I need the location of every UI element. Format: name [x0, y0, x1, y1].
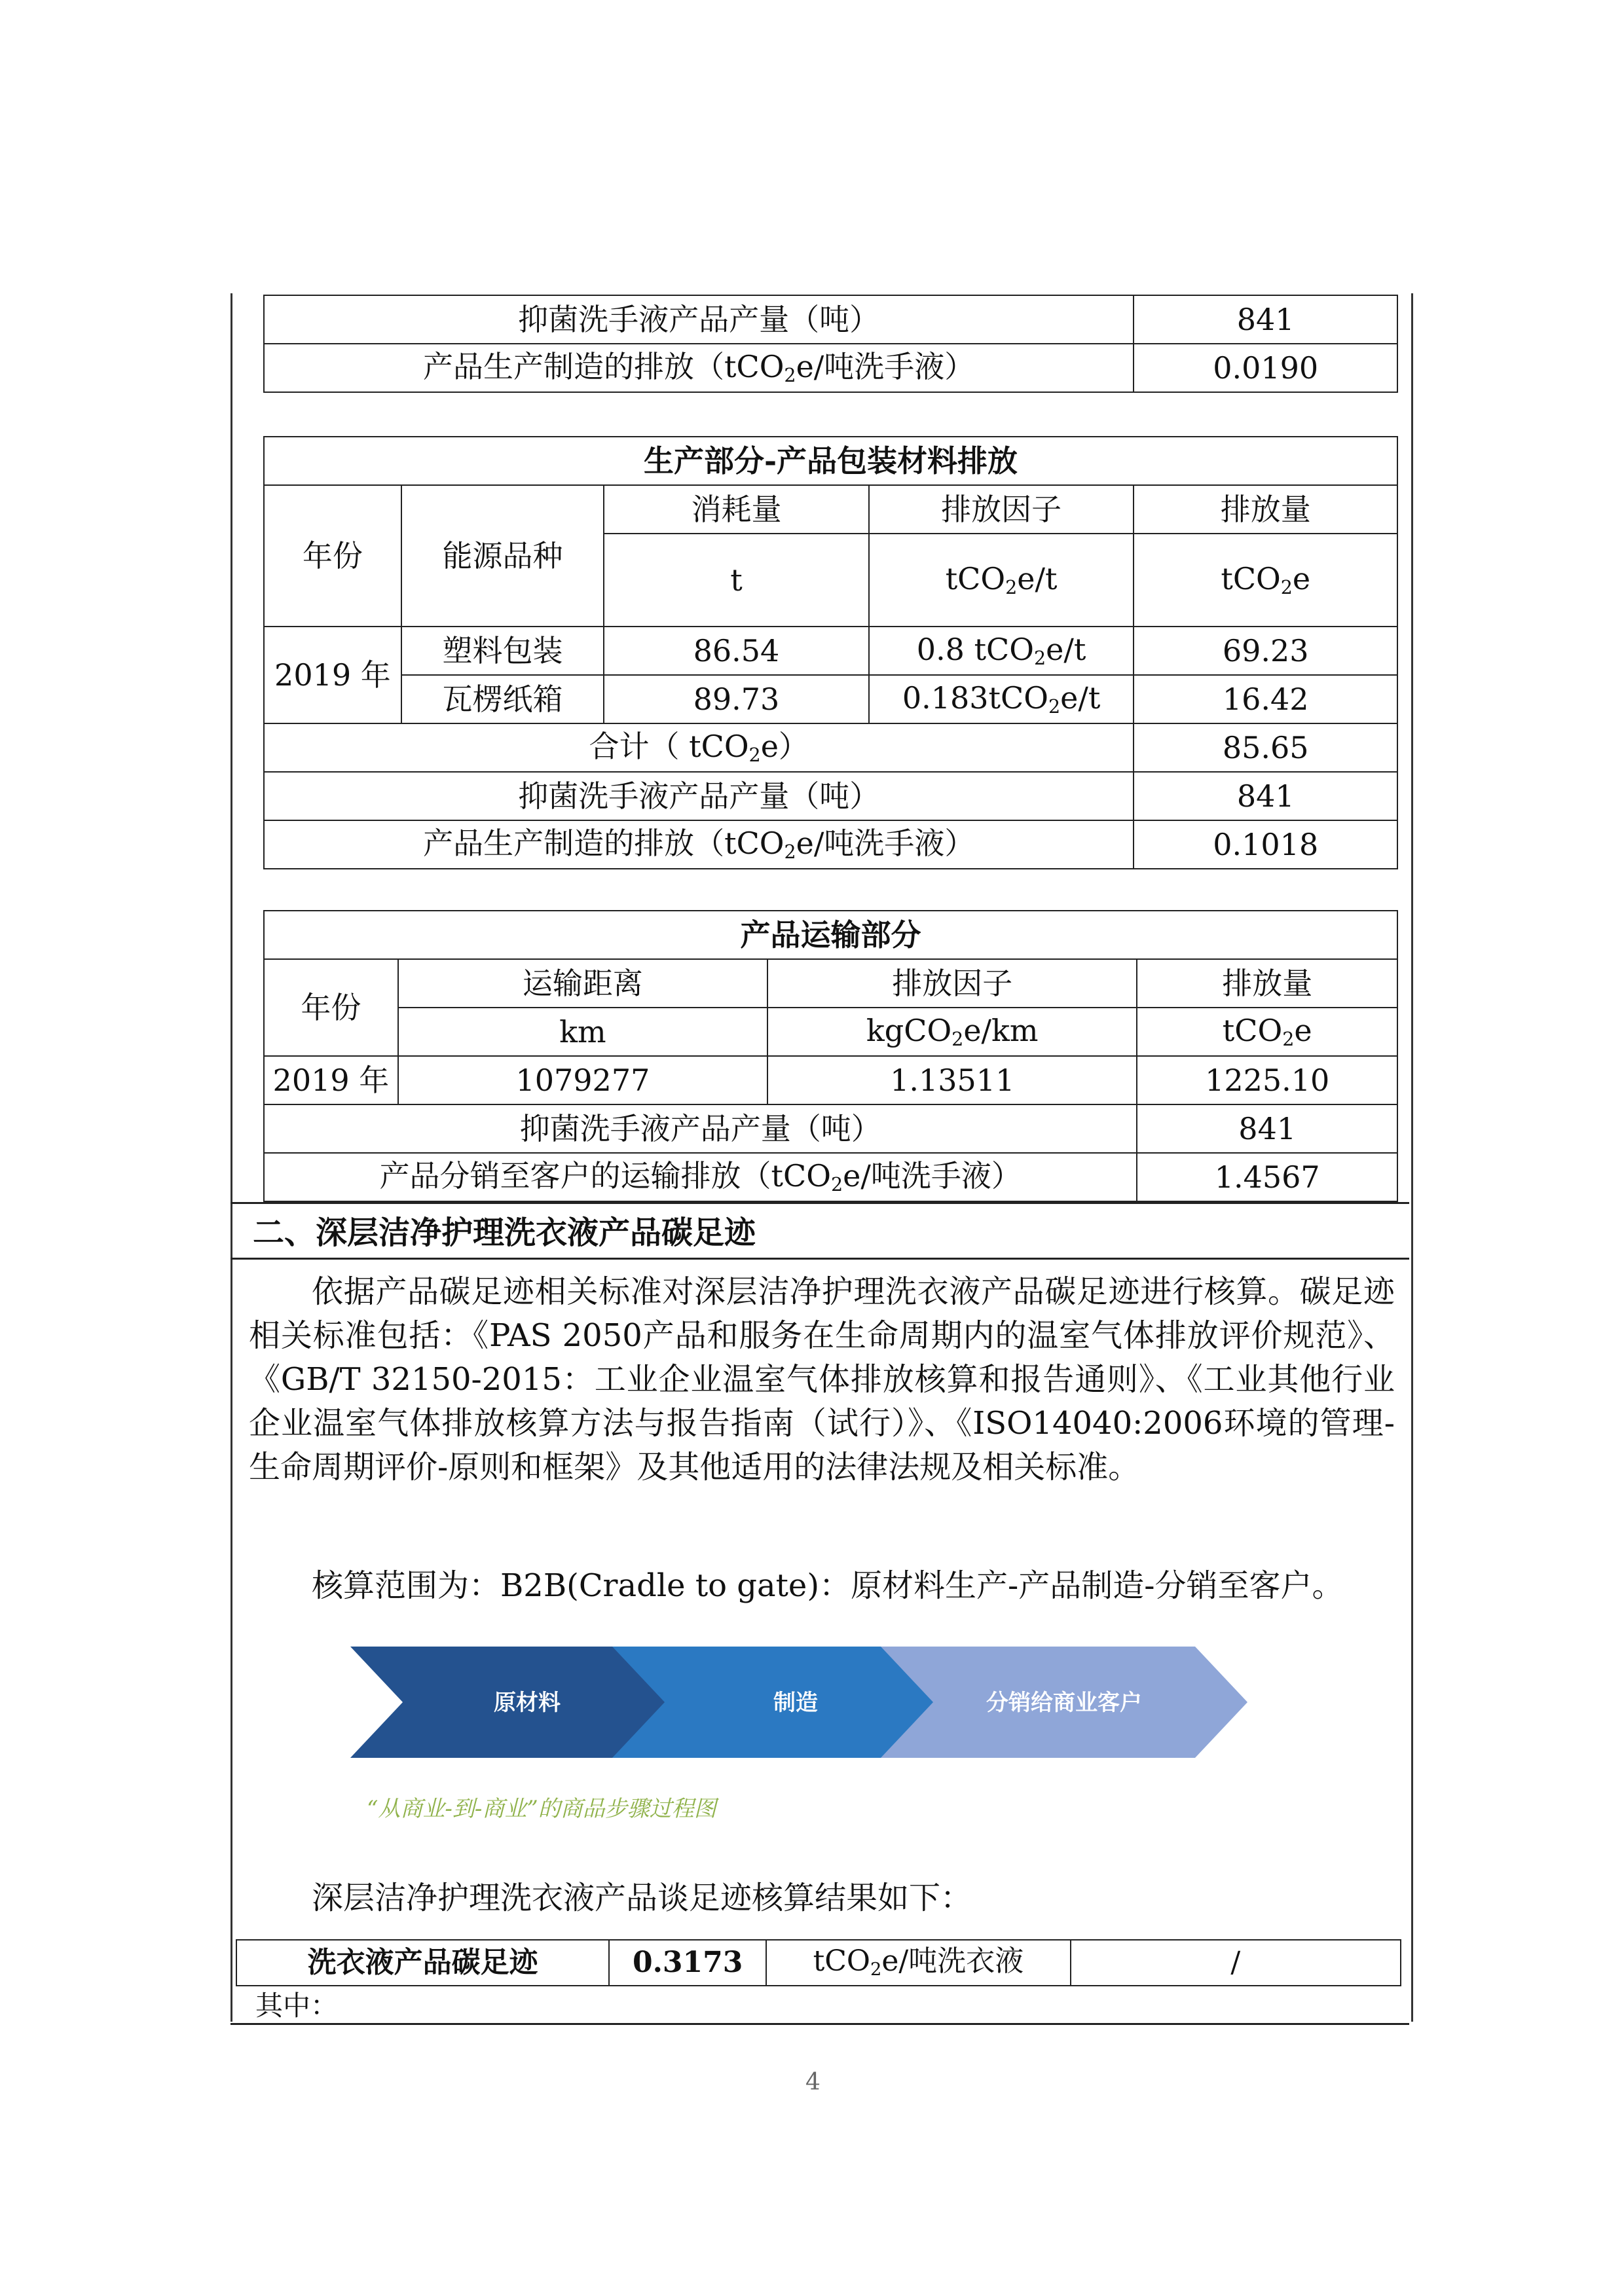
table-row [264, 1008, 1397, 1056]
flow-step-label: 原材料 [494, 1690, 561, 1716]
table-unit: t [604, 534, 868, 627]
table-title: 生产部分-产品包装材料排放 [264, 437, 1397, 485]
table-cell: 抑菌洗手液产品产量（吨） [264, 295, 1134, 344]
standards-paragraph: 依据产品碳足迹相关标准对深层洁净护理洗衣液产品碳足迹进行核算。碳足迹相关标准包括：《PAS 2050产品和服务在生命周期内的温室气体排放评价规范》、《GB/T 32150-2015：工业企业温室气体排放核算和报告通则》、《工业其他行业企业温室气体排放核算方法与报告指南（试行）》、《ISO14040:2006环境的管理-生命周期评价-原则和框架》及其他适用的法律法规及相关标准。 [249, 1273, 1395, 1485]
table-header: 排放因子 [767, 959, 1137, 1008]
table-cell: 85.65 [1134, 723, 1397, 772]
table-unit: kgCO$_2$e/km [767, 1008, 1137, 1056]
table-cell: 89.73 [604, 675, 868, 723]
table-header: 能源品种 [401, 485, 604, 627]
frame-bottom-border [231, 2023, 1409, 2025]
table-unit: km [398, 1008, 767, 1056]
table-cell: 产品分销至客户的运输排放（tCO$_2$e/吨洗手液） [264, 1153, 1137, 1201]
table-title: 产品运输部分 [264, 911, 1397, 959]
table-header: 排放量 [1137, 959, 1397, 1008]
table-row [264, 911, 1397, 959]
table-row [264, 485, 1397, 534]
table-cell: 1.4567 [1137, 1153, 1397, 1201]
table-row [264, 675, 1397, 723]
flow-step-label: 分销给商业客户 [986, 1690, 1142, 1716]
handwash-manufacturing-table [263, 295, 1398, 393]
table-header: 运输距离 [398, 959, 767, 1008]
table-header: 年份 [264, 959, 398, 1056]
table-cell: 瓦楞纸箱 [401, 675, 604, 723]
carbon-footprint-result-table [236, 1939, 1401, 1986]
table-unit: tCO$_2$e/t [869, 534, 1134, 627]
table-row [264, 627, 1397, 675]
table-cell: 0.0190 [1134, 344, 1397, 392]
flow-step-label: 制造 [773, 1690, 818, 1716]
table-cell: 0.183tCO$_2$e/t [869, 675, 1134, 723]
table-cell: 产品生产制造的排放（tCO$_2$e/吨洗手液） [264, 820, 1134, 869]
table-cell: 16.42 [1134, 675, 1397, 723]
table-cell: 69.23 [1134, 627, 1397, 675]
table-unit: tCO$_2$e [1134, 534, 1397, 627]
table-cell: 0.1018 [1134, 820, 1397, 869]
table-row [264, 1153, 1397, 1201]
page-number: 4 [805, 2069, 821, 2096]
table-row [264, 295, 1397, 344]
table-cell: 抑菌洗手液产品产量（吨） [264, 1104, 1137, 1153]
table-row [236, 1940, 1401, 1986]
table-cell: 0.8 tCO$_2$e/t [869, 627, 1134, 675]
table-row [264, 723, 1397, 772]
table-header: 排放因子 [869, 485, 1134, 534]
table-header: 排放量 [1134, 485, 1397, 534]
table-cell: 洗衣液产品碳足迹 [236, 1940, 609, 1986]
table-cell: 841 [1137, 1104, 1397, 1153]
scope-paragraph: 核算范围为：B2B(Cradle to gate)：原材料生产-产品制造-分销至客户。 [312, 1567, 1344, 1604]
table-cell: tCO$_2$e/吨洗衣液 [766, 1940, 1071, 1986]
table-header: 年份 [264, 485, 401, 627]
section-heading: 二、深层洁净护理洗衣液产品碳足迹 [231, 1202, 1409, 1260]
table-cell: 86.54 [604, 627, 868, 675]
result-intro-paragraph: 深层洁净护理洗衣液产品谈足迹核算结果如下： [312, 1880, 972, 1916]
table-cell: 0.3173 [609, 1940, 766, 1986]
table-row [264, 820, 1397, 869]
table-cell: 合计（ tCO$_2$e） [264, 723, 1134, 772]
table-cell: 841 [1134, 772, 1397, 820]
table-row [264, 1056, 1397, 1104]
table-cell: 2019 年 [264, 627, 401, 723]
table-cell: 抑菌洗手液产品产量（吨） [264, 772, 1134, 820]
table-row [264, 344, 1397, 392]
transport-emission-table [263, 910, 1398, 1202]
table-cell: / [1071, 1940, 1401, 1986]
table-row [264, 772, 1397, 820]
process-flow-diagram [350, 1647, 1247, 1758]
table-unit: tCO$_2$e [1137, 1008, 1397, 1056]
table-cell: 1079277 [398, 1056, 767, 1104]
table-cell: 1.13511 [767, 1056, 1137, 1104]
table-row [264, 959, 1397, 1008]
packaging-emission-table [263, 436, 1398, 869]
table-cell: 1225.10 [1137, 1056, 1397, 1104]
table-header: 消耗量 [604, 485, 868, 534]
table-row [264, 437, 1397, 485]
note-label: 其中： [255, 1990, 339, 2022]
table-row [264, 1104, 1397, 1153]
table-cell: 2019 年 [264, 1056, 398, 1104]
flow-caption: “从商业-到-商业”的商品步骤过程图 [367, 1796, 716, 1822]
table-cell: 产品生产制造的排放（tCO$_2$e/吨洗手液） [264, 344, 1134, 392]
table-cell: 塑料包装 [401, 627, 604, 675]
table-cell: 841 [1134, 295, 1397, 344]
